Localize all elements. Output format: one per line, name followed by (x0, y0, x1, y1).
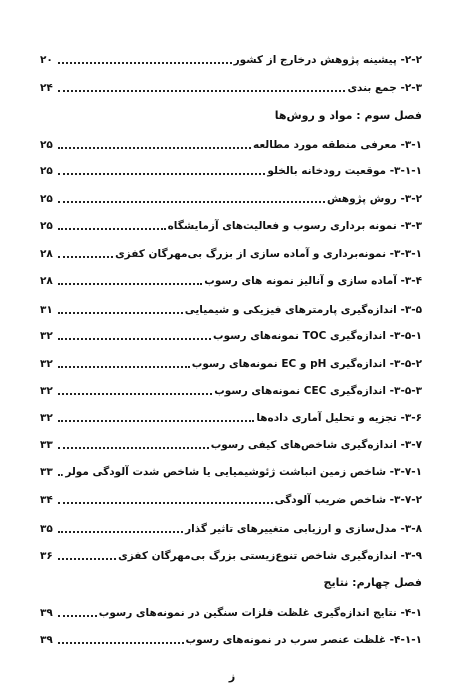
dot-leader (58, 228, 166, 230)
dot-leader (58, 312, 183, 314)
dot-leader (58, 502, 273, 504)
dot-leader (58, 366, 190, 368)
toc-entry[interactable] (40, 383, 422, 399)
dot-leader (58, 256, 113, 258)
dot-leader (58, 447, 209, 449)
toc-entry[interactable] (40, 492, 422, 508)
toc-entry[interactable] (40, 464, 422, 480)
toc-entry[interactable] (40, 163, 422, 179)
toc-entry-page-number: ۳۱ (40, 304, 53, 316)
toc-entry-page-number: ۳۹ (40, 634, 53, 646)
dot-leader (58, 201, 325, 203)
toc-entry[interactable] (40, 218, 422, 234)
toc-entry-title: ۳-۳- نمونه برداری رسوب و فعالیت‌های آزمایشگاه (167, 220, 422, 232)
toc-entry-title: ۳-۴- آماده سازی و آنالیز نمونه های رسوب (204, 275, 422, 287)
toc-entry-page-number: ۳۶ (40, 550, 53, 562)
toc-entry-page-number: ۲۸ (40, 275, 53, 287)
dot-leader (58, 474, 63, 476)
toc-entry[interactable] (40, 632, 422, 648)
toc-entry-title: ۳-۵- اندازه‌گیری پارمترهای فیزیکی و شیمیایی (184, 304, 422, 316)
toc-entry[interactable] (40, 328, 422, 344)
dot-leader (58, 420, 254, 422)
toc-entry-page-number: ۲۰ (40, 54, 53, 66)
toc-entry-page-number: ۲۵ (40, 139, 53, 151)
toc-entry[interactable] (40, 52, 422, 68)
dot-leader (58, 147, 251, 149)
toc-entry-page-number: ۳۲ (40, 412, 53, 424)
dot-leader (58, 62, 232, 64)
toc-entry[interactable] (40, 605, 422, 621)
toc-entry-title: ۳-۷- اندازه‌گیری شاخص‌های کیفی رسوب (210, 439, 422, 451)
toc-entry[interactable] (40, 273, 422, 289)
toc-entry-page-number: ۳۵ (40, 523, 53, 535)
dot-leader (58, 531, 183, 533)
toc-entry-title: ۳-۱- معرفی منطقه مورد مطالعه (253, 139, 422, 151)
toc-entry-page-number: ۲۸ (40, 248, 53, 260)
toc-entry-page-number: ۳۲ (40, 358, 53, 370)
toc-entry-title: ۳-۵-۲- اندازه‌گیری pH و EC نمونه‌های رسوب (191, 358, 422, 370)
toc-entry-title: ۴-۱- نتایج اندازه‌گیری غلظت فلزات سنگین در نمونه‌های رسوب (98, 607, 422, 619)
toc-entry-page-number: ۳۳ (40, 466, 53, 478)
toc-entry[interactable] (40, 548, 422, 564)
toc-entry[interactable] (40, 356, 422, 372)
toc-entry-title: ۳-۶- تجزیه و تحلیل آماری داده‌ها (256, 412, 422, 424)
toc-entry[interactable] (40, 302, 422, 318)
toc-entry-page-number: ۳۹ (40, 607, 53, 619)
toc-entry-title: ۳-۹- اندازه‌گیری شاخص تنوع‌زیستی بزرگ بی‌مهرگان کفزی (118, 550, 422, 562)
toc-entry[interactable] (40, 246, 422, 262)
chapter-heading: فصل سوم : مواد و روش‌ها (274, 109, 422, 122)
page-number: ز (228, 670, 236, 683)
toc-entry-page-number: ۲۴ (40, 82, 53, 94)
toc-entry-title: ۲-۲- پیشینه پژوهش درخارج از کشور (233, 54, 422, 66)
toc-entry[interactable] (40, 137, 422, 153)
dot-leader (58, 558, 116, 560)
toc-entry-title: ۳-۵-۳- اندازه‌گیری CEC نمونه‌های رسوب (214, 385, 422, 397)
toc-entry[interactable] (40, 521, 422, 537)
toc-entry-title: ۳-۷-۲- شاخص ضریب آلودگی (274, 494, 422, 506)
toc-entry-title: ۲-۳- جمع بندی (347, 82, 422, 94)
dot-leader (58, 393, 212, 395)
toc-entry[interactable] (40, 191, 422, 207)
toc-entry-title: ۳-۸- مدل‌سازی و ارزیابی متغییرهای تاثیر گذار (185, 523, 422, 535)
toc-entry-page-number: ۳۲ (40, 330, 53, 342)
toc-entry[interactable] (40, 410, 422, 426)
toc-entry-page-number: ۲۵ (40, 193, 53, 205)
dot-leader (58, 90, 345, 92)
dot-leader (58, 173, 265, 175)
toc-entry-title: ۴-۱-۱- غلظت عنصر سرب در نمونه‌های رسوب (185, 634, 422, 646)
chapter-heading: فصل چهارم: نتایج (323, 576, 422, 589)
toc-entry-title: ۳-۳-۱- نمونه‌برداری و آماده سازی از بزرگ بی‌مهرگان کفزی (115, 248, 422, 260)
toc-entry-title: ۳-۵-۱- اندازه‌گیری TOC نمونه‌های رسوب (213, 330, 422, 342)
toc-entry-page-number: ۳۳ (40, 439, 53, 451)
dot-leader (58, 642, 184, 644)
toc-entry-page-number: ۳۲ (40, 385, 53, 397)
toc-entry-page-number: ۲۵ (40, 165, 53, 177)
toc-entry[interactable] (40, 80, 422, 96)
toc-entry-title: ۳-۲- روش پژوهش (326, 193, 422, 205)
dot-leader (58, 615, 97, 617)
toc-entry-title: ۳-۷-۱- شاخص زمین انباشت ژئوشیمیایی یا شاخص شدت آلودگی مولر (65, 466, 422, 478)
dot-leader (58, 338, 211, 340)
toc-entry-page-number: ۳۴ (40, 494, 53, 506)
toc-entry-page-number: ۲۵ (40, 220, 53, 232)
toc-entry-title: ۳-۱-۱- موقعیت رودخانه بالخلو (267, 165, 422, 177)
toc-entry[interactable] (40, 437, 422, 453)
dot-leader (58, 283, 202, 285)
